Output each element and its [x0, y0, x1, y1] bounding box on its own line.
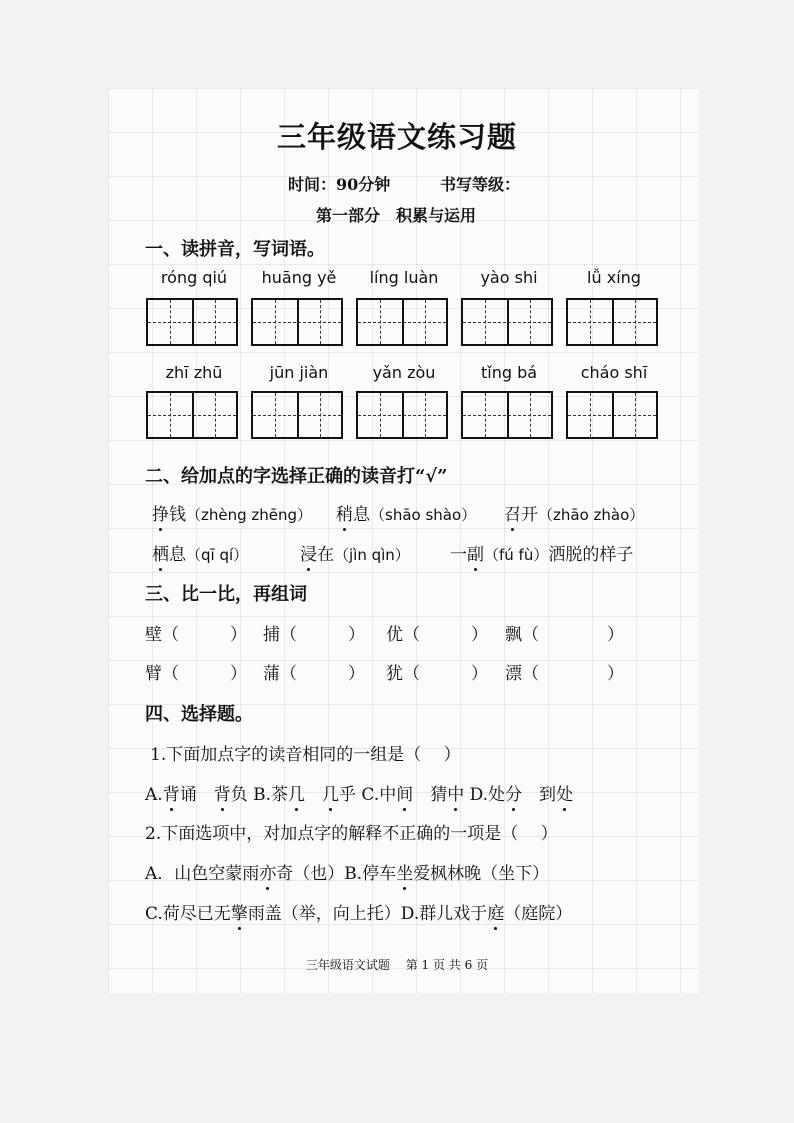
pronunciation-item-5	[300, 540, 410, 565]
writing-box-7[interactable]	[251, 391, 343, 439]
dotted-char: 召	[504, 500, 521, 525]
pinyin-3: líng luàn	[369, 268, 439, 287]
compare-word-8[interactable]: 漂（ ）	[505, 664, 624, 684]
pinyin-10: cháo shī	[580, 363, 648, 382]
writing-box-6[interactable]	[146, 391, 238, 439]
option-d[interactable]: D.处	[469, 785, 506, 805]
writing-box-8[interactable]	[356, 391, 448, 439]
compare-word-3[interactable]: 优（ ）	[386, 625, 488, 645]
dotted-char: 庭	[487, 899, 504, 924]
pronunciation-item-1	[152, 500, 312, 525]
question-2-options-ab	[145, 859, 549, 884]
compare-word-7[interactable]: 犹（ ）	[386, 664, 488, 684]
option-a[interactable]: A.	[145, 785, 163, 805]
option-text: 爱枫林晚（坐下）	[413, 864, 550, 884]
writing-box-5[interactable]	[566, 298, 658, 346]
pinyin-5: lǚ xíng	[587, 268, 641, 287]
writing-box-10[interactable]	[566, 391, 658, 439]
pinyin-8: yǎn zòu	[372, 363, 436, 382]
question-1-options	[145, 780, 573, 805]
pinyin-options[interactable]: （shāo shào）	[370, 506, 477, 524]
dotted-char: 几	[322, 780, 339, 805]
section-3-title: 三、比一比，再组词	[145, 584, 307, 605]
compare-word-6[interactable]: 蒲（ ）	[263, 664, 365, 684]
pronunciation-item-6	[450, 540, 633, 565]
dotted-char: 稍	[336, 500, 353, 525]
dotted-char: 挣	[152, 500, 169, 525]
pinyin-6: zhī zhū	[165, 363, 223, 382]
item-tail: 洒脱的样子	[548, 545, 634, 565]
option-b[interactable]: 奇（也）B.停车	[276, 864, 397, 884]
dotted-char: 背	[163, 780, 180, 805]
question-2-options-cd	[145, 899, 572, 924]
question-1-stem: 1.下面加点字的读音相同的一组是（ ）	[150, 745, 461, 765]
dotted-char: 背	[214, 780, 231, 805]
writing-grade-label: 书写等级：	[440, 175, 521, 194]
compare-word-4[interactable]: 飘（ ）	[505, 625, 624, 645]
dotted-char: 几	[288, 780, 305, 805]
item-char: 在	[317, 545, 334, 565]
pinyin-options[interactable]: （zhāo zhào）	[538, 506, 645, 524]
dotted-char: 亦	[259, 859, 276, 884]
item-char: 钱	[169, 505, 186, 525]
writing-box-2[interactable]	[251, 298, 343, 346]
part-title: 第一部分 积累与运用	[316, 206, 477, 225]
section-1-title: 一、读拼音，写词语。	[145, 239, 325, 260]
pinyin-2: huāng yě	[261, 268, 337, 287]
writing-box-3[interactable]	[356, 298, 448, 346]
option-c[interactable]: C.中	[361, 785, 397, 805]
option-text: （庭院）	[504, 904, 573, 924]
pronunciation-item-3	[504, 500, 644, 525]
option-b[interactable]: B.茶	[253, 785, 288, 805]
pinyin-9: tǐng bá	[480, 363, 538, 382]
dotted-char: 浸	[300, 540, 317, 565]
dotted-char: 间	[396, 780, 413, 805]
pinyin-7: jūn jiàn	[269, 363, 329, 382]
option-text	[305, 785, 322, 805]
dotted-char: 擎	[231, 899, 248, 924]
option-text: 诵	[179, 785, 214, 805]
pronunciation-item-4	[152, 540, 248, 565]
writing-box-1[interactable]	[146, 298, 238, 346]
pinyin-options[interactable]: （qī qí）	[186, 546, 249, 564]
pinyin-options[interactable]: （fú fù）	[484, 546, 549, 564]
section-4-title: 四、选择题。	[145, 704, 253, 725]
compare-word-1[interactable]: 壁（ ）	[145, 625, 247, 645]
item-char: 息	[169, 545, 186, 565]
question-2-stem: 2.下面选项中，对加点字的解释不正确的一项是（ ）	[145, 824, 558, 844]
item-char: 开	[521, 505, 538, 525]
option-text: 负	[230, 785, 254, 805]
compare-word-5[interactable]: 臂（ ）	[145, 664, 247, 684]
item-char: 息	[353, 505, 370, 525]
pinyin-1: róng qiú	[160, 268, 228, 287]
dotted-char: 处	[556, 780, 573, 805]
item-char: 一	[450, 545, 467, 565]
page-footer: 三年级语文试题 第 1 页 共 6 页	[305, 958, 489, 972]
pronunciation-item-2	[336, 500, 476, 525]
option-text: 到	[522, 785, 557, 805]
option-c[interactable]: C.荷尽已无	[145, 904, 231, 924]
compare-word-2[interactable]: 捕（ ）	[263, 625, 365, 645]
dotted-char: 坐	[396, 859, 413, 884]
pinyin-options[interactable]: （zhèng zhēng）	[186, 506, 313, 524]
dotted-char: 栖	[152, 540, 169, 565]
dotted-char: 中	[447, 780, 464, 805]
option-d[interactable]: 雨盖（举，向上托）D.群儿戏于	[247, 904, 488, 924]
option-a[interactable]: A．山色空蒙雨	[145, 864, 260, 884]
section-2-title: 二、给加点的字选择正确的读音打“√”	[145, 466, 448, 487]
exam-time: 时间：90分钟	[288, 175, 391, 194]
dotted-char: 分	[505, 780, 522, 805]
option-text: 猜	[413, 785, 448, 805]
dotted-char: 副	[467, 540, 484, 565]
option-text: 乎	[339, 785, 362, 805]
writing-box-9[interactable]	[461, 391, 553, 439]
pinyin-4: yào shi	[480, 268, 538, 287]
page-title: 三年级语文练习题	[276, 120, 517, 154]
pinyin-options[interactable]: （jìn qìn）	[334, 546, 410, 564]
writing-box-4[interactable]	[461, 298, 553, 346]
